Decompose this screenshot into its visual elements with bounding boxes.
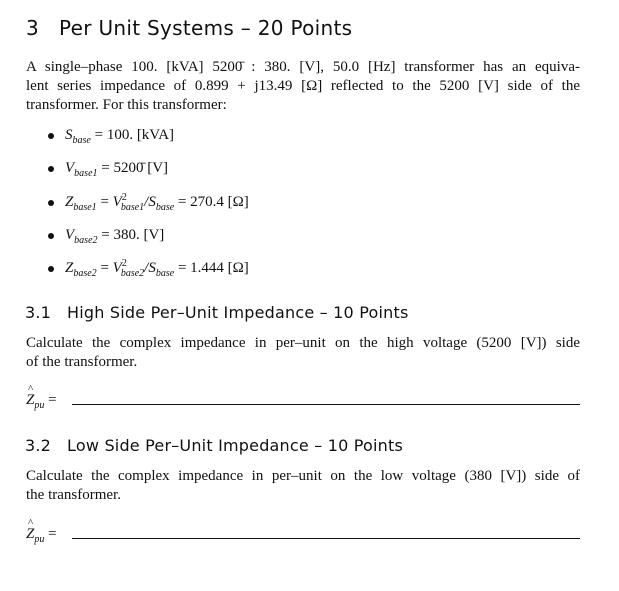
- question-paragraph: [26, 334, 580, 372]
- symbol: S: [65, 127, 73, 143]
- value: 5200̄ [V]: [113, 160, 169, 176]
- superscript: 2: [121, 192, 127, 203]
- intro-line: lent series impedance of 0.899 + j13.49 [Ω] reflected to the 5200 [V] side of the: [26, 78, 580, 94]
- symbol: V: [65, 227, 75, 243]
- subscript: base: [155, 202, 175, 213]
- bullet-icon: [48, 166, 54, 172]
- bullet-icon: [48, 266, 54, 272]
- intro-paragraph: [26, 58, 580, 115]
- subscript: base2: [73, 268, 97, 279]
- bullet-icon: [48, 233, 54, 239]
- value: 270.4 [Ω]: [190, 194, 249, 210]
- symbol: Z: [65, 194, 74, 210]
- answer-line[interactable]: [26, 526, 580, 550]
- section-title: Per Unit Systems – 20 Points: [59, 16, 353, 40]
- answer-label: ^ $Z_{pu}$ =: [26, 526, 57, 543]
- section-number: 3: [26, 16, 40, 40]
- subscript: base1: [74, 168, 98, 179]
- bullet-icon: [48, 133, 54, 139]
- question-line: of the transformer.: [26, 354, 138, 370]
- subscript: base: [155, 268, 175, 279]
- value: 1.444 [Ω]: [190, 260, 249, 276]
- symbol: V: [112, 260, 122, 276]
- intro-line: transformer. For this transformer:: [26, 97, 227, 113]
- subsection-title: High Side Per–Unit Impedance – 10 Points: [67, 303, 409, 322]
- bullet-icon: [48, 200, 54, 206]
- superscript: 2: [121, 258, 127, 269]
- answer-rule[interactable]: [72, 404, 580, 405]
- subsection-number: 3.2: [25, 436, 52, 455]
- answer-line[interactable]: [26, 392, 580, 416]
- answer-rule[interactable]: [72, 538, 580, 539]
- value: 100. [kVA]: [106, 127, 175, 143]
- question-paragraph: [26, 467, 580, 505]
- subscript: base1: [73, 202, 97, 213]
- subscript: base2: [120, 268, 145, 279]
- subscript: base2: [74, 235, 98, 246]
- section-heading: [26, 16, 352, 40]
- subscript: base1: [120, 202, 145, 213]
- subsection-title: Low Side Per–Unit Impedance – 10 Points: [67, 436, 404, 455]
- symbol: Z: [65, 260, 74, 276]
- symbol: V: [112, 194, 122, 210]
- intro-line: A single–phase 100. [kVA] 5200̄ : 380. [V], 50.0 [Hz] transformer has an equiva-: [26, 59, 580, 75]
- symbol: V: [65, 160, 75, 176]
- symbol: /S: [144, 260, 156, 276]
- value: 380. [V]: [113, 227, 165, 243]
- subsection-heading: [25, 303, 408, 322]
- question-line: Calculate the complex impedance in per–unit on the high voltage (5200 [V]) side: [26, 335, 580, 351]
- symbol: /S: [144, 194, 156, 210]
- subsection-number: 3.1: [25, 303, 52, 322]
- subsection-heading: [25, 436, 403, 455]
- question-line: Calculate the complex impedance in per–unit on the low voltage (380 [V]) side of: [26, 468, 580, 484]
- subscript: base: [72, 135, 91, 146]
- answer-label: ^ $Z_{pu}$ =: [26, 392, 57, 409]
- question-line: the transformer.: [26, 487, 121, 503]
